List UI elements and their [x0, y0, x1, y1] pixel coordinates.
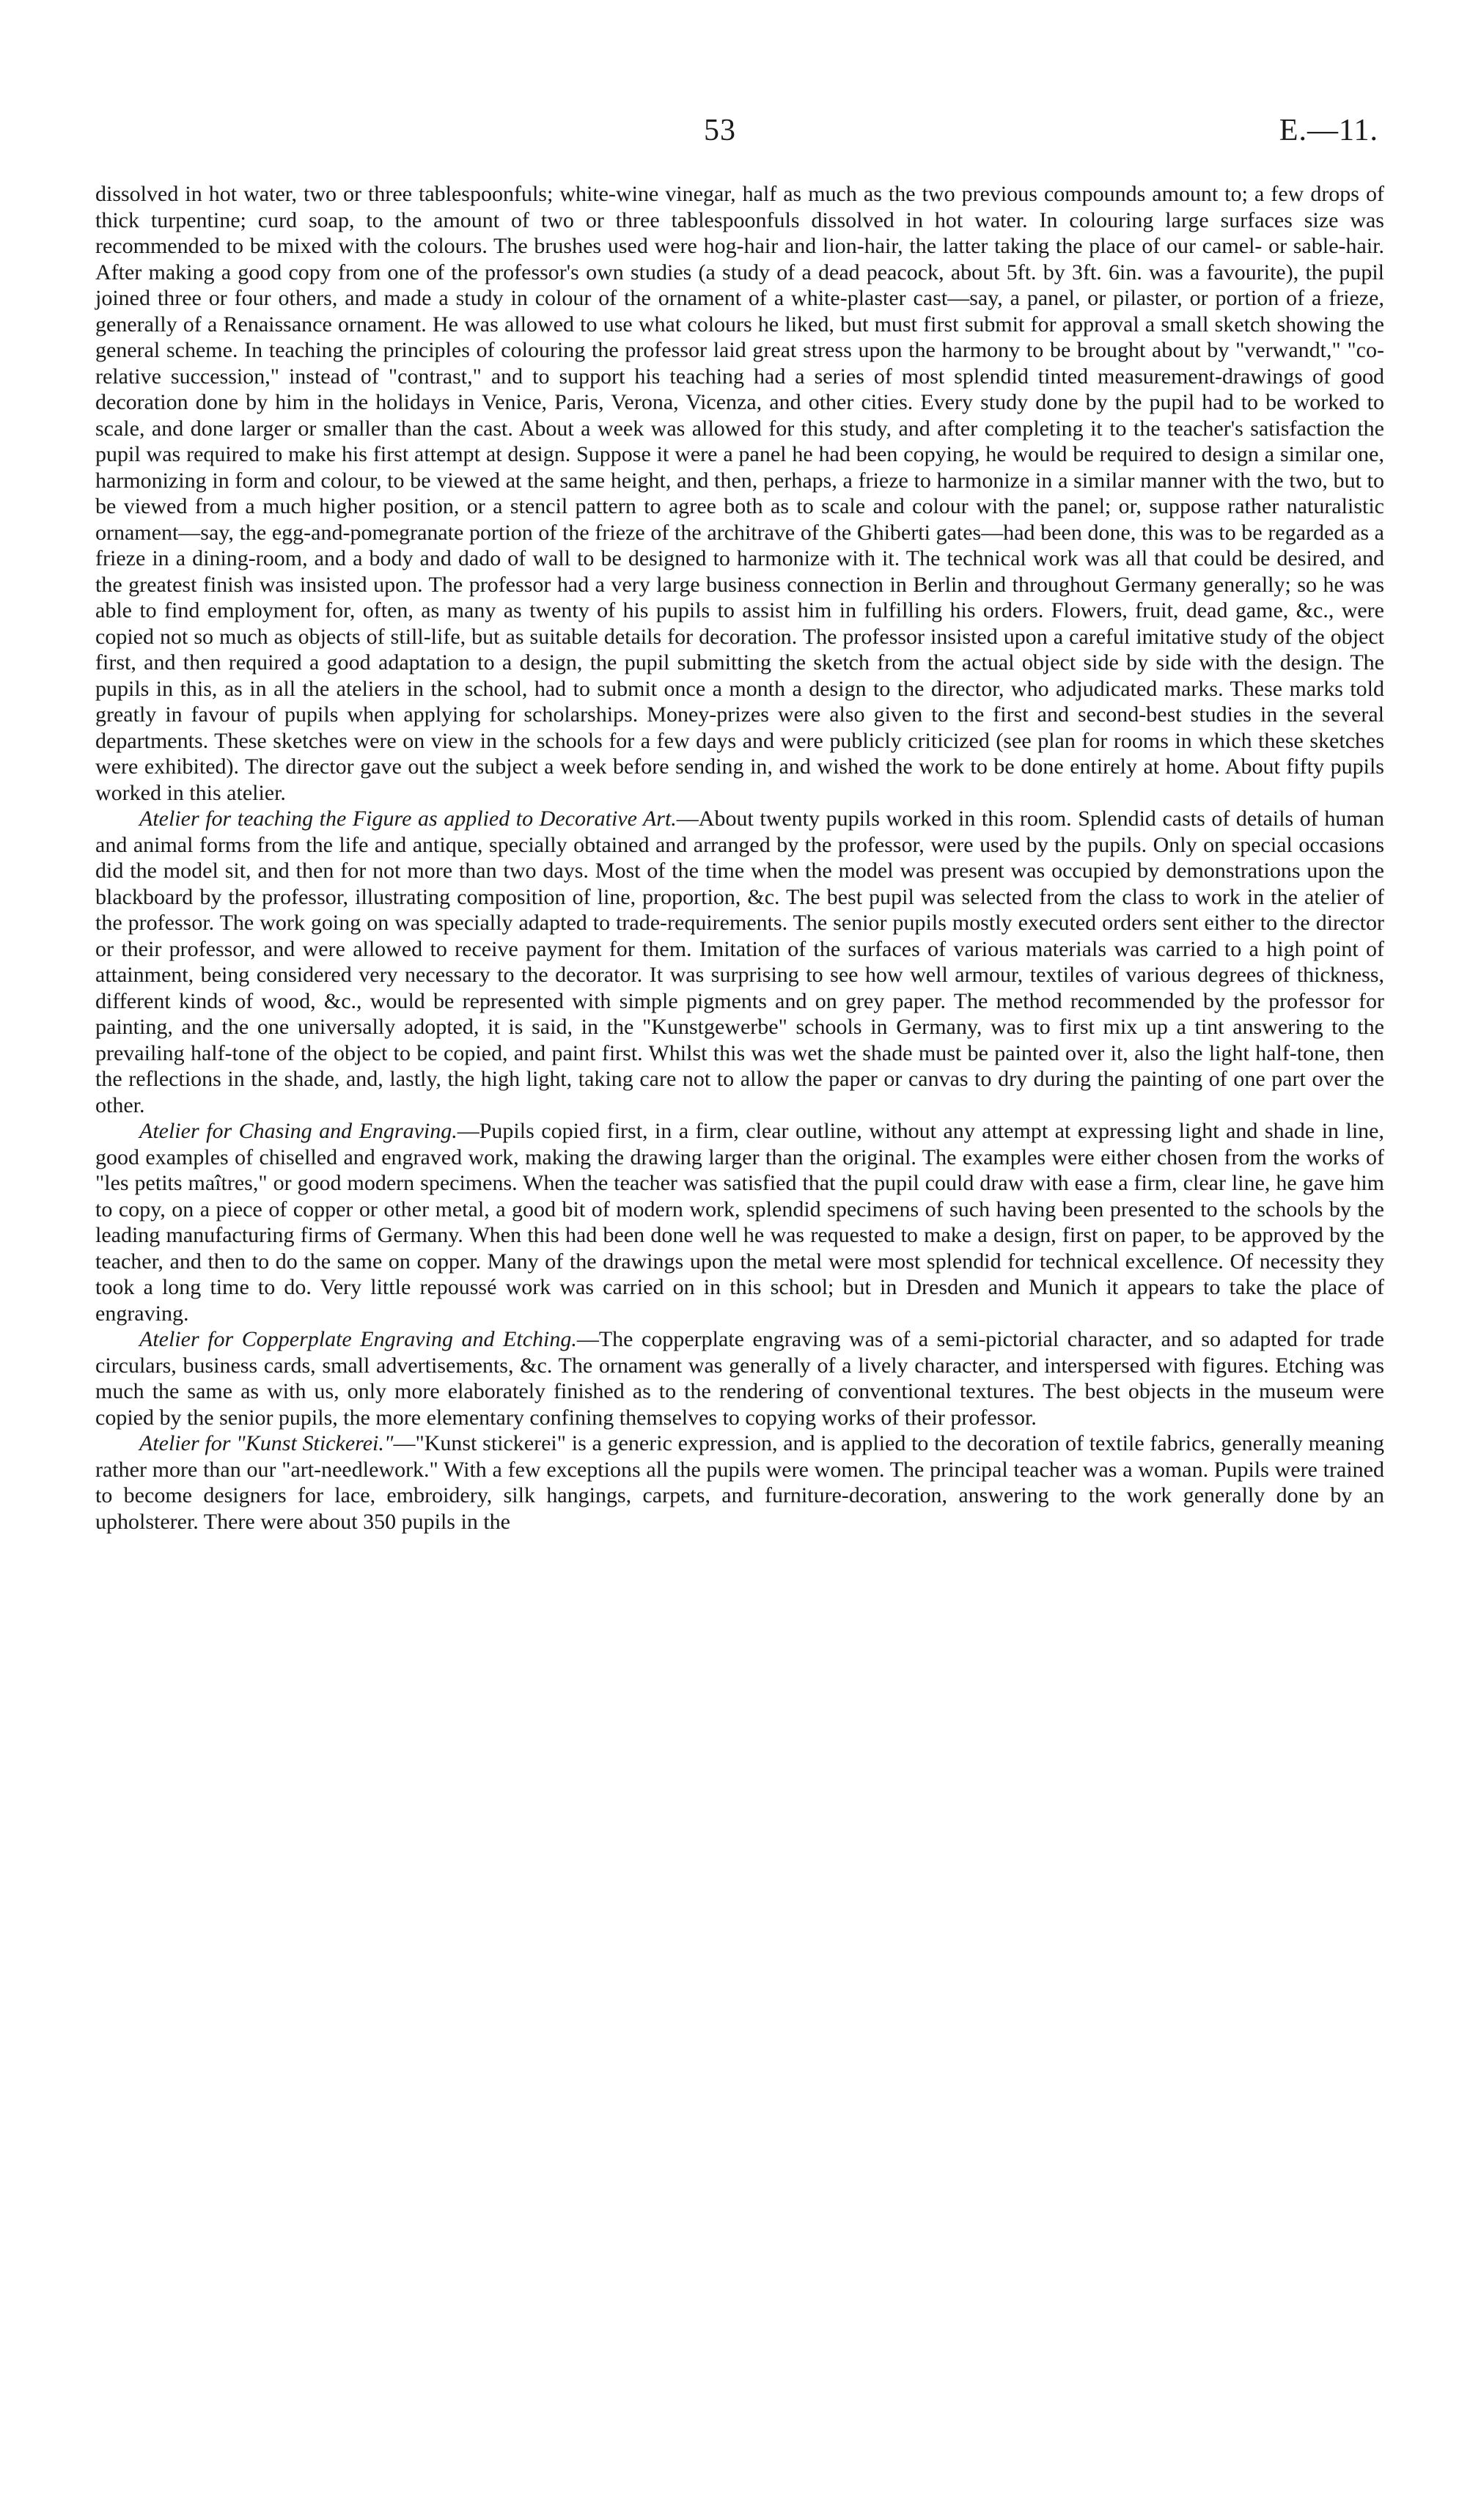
paragraph-figure-atelier — [95, 806, 1384, 1118]
paragraph-chasing-atelier — [95, 1118, 1384, 1326]
paragraph-text: dissolved in hot water, two or three tablespoonfuls; white-wine vinegar, half as much as the two previous compounds amount to; a few drops of thick turpentine; curd soap, to the amount of two or three tablespoonfuls dissolved in hot water. In colouring large surfaces size was recommended to be mixed with the colours. The brushes used were hog-hair and lion-hair, the latter taking the place of our camel- or sable-hair. After making a good copy from one of the professor's own studies (a study of a dead peacock, about 5ft. by 3ft. 6in. was a favourite), the pupil joined three or four others, and made a study in colour of the ornament of a white-plaster cast—say, a panel, or pilaster, or portion of a frieze, generally of a Renaissance ornament. He was allowed to use what colours he liked, but must first submit for approval a small sketch showing the general scheme. In teaching the principles of colouring the professor laid great stress upon the harmony to be brought about by "verwandt," "co-relative succession," instead of "contrast," and to support his teaching had a series of most splendid tinted measurement-drawings of good decoration done by him in the holidays in Venice, Paris, Verona, Vicenza, and other cities. Every study done by the pupil had to be worked to scale, and done larger or smaller than the cast. About a week was allowed for this study, and after completing it to the teacher's satisfaction the pupil was required to make his first attempt at design. Suppose it were a panel he had been copying, he would be required to design a similar one, harmonizing in form and colour, to be viewed at the same height, and then, perhaps, a frieze to harmonize in a similar manner with the two, but to be viewed from a much higher position, or a stencil pattern to agree both as to scale and colour with the panel; or, suppose rather naturalistic ornament—say, the egg-and-pomegranate portion of the frieze of the architrave of the Ghiberti gates—had been done, this was to be regarded as a frieze in a dining-room, and a body and dado of wall to be designed to harmonize with it. The technical work was all that could be desired, and the greatest finish was insisted upon. The professor had a very large business connection in Berlin and throughout Germany generally; so he was able to find employment for, often, as many as twenty of his pupils to assist him in fulfilling his orders. Flowers, fruit, dead game, &c., were copied not so much as objects of still-life, but as suitable details for decoration. The professor insisted upon a careful imitative study of the object first, and then required a good adaptation to a design, the pupil submitting the sketch from the actual object side by side with the design. The pupils in this, as in all the ateliers in the school, had to submit once a month a design to the director, who adjudicated marks. These marks told greatly in favour of pupils when applying for scholarships. Money-prizes were also given to the first and second-best studies in the several departments. These sketches were on view in the schools for a few days and were publicly criticized (see plan for rooms in which these sketches were exhibited). The director gave out the subject a week before sending in, and wished the work to be done entirely at home. About fifty pupils worked in this atelier. — [95, 182, 1384, 805]
paragraph-heading: Atelier for Chasing and Engraving. — [139, 1119, 457, 1143]
paragraph-heading: Atelier for teaching the Figure as applied to Decorative Art. — [139, 807, 677, 831]
paragraph-heading: Atelier for Copperplate Engraving and Etching. — [139, 1327, 577, 1351]
page-header — [0, 113, 1481, 157]
paragraph-stickerei-atelier — [95, 1430, 1384, 1535]
paragraph-text: —"Kunst stickerei" is a generic expression, and is applied to the decoration of textile fabrics, generally meaning rather more than our "art-needlework." With a few exceptions all the pupils were women. The principal teacher was a woman. Pupils were trained to become designers for lace, embroidery, silk hangings, carpets, and furniture-decoration, answering to the work generally done by an upholsterer. There were about 350 pupils in the — [95, 1431, 1384, 1534]
paragraph-text: —About twenty pupils worked in this room. Splendid casts of details of human and animal forms from the life and antique, specially obtained and arranged by the professor, were used by the pupils. Only on special occasions did the model sit, and then for not more than two days. Most of the time when the model was present was occupied by demonstrations upon the blackboard by the professor, illustrating composition of line, proportion, &c. The best pupil was selected from the class to work in the atelier of the professor. The work going on was specially adapted to trade-requirements. The senior pupils mostly executed orders sent either to the director or their professor, and were allowed to receive payment for them. Imitation of the surfaces of various materials was carried to a high point of attainment, being considered very necessary to the decorator. It was surprising to see how well armour, textiles of various degrees of thickness, different kinds of wood, &c., would be represented with simple pigments and on grey paper. The method recommended by the professor for painting, and the one universally adopted, it is said, in the "Kunstgewerbe" schools in Germany, was to first mix up a tint answering to the prevailing half-tone of the object to be copied, and paint first. Whilst this was wet the shade must be painted over it, also the light half-tone, then the reflections in the shade, and, lastly, the high light, taking care not to allow the paper or canvas to dry during the painting of one part over the other. — [95, 807, 1384, 1117]
paragraph-text: —Pupils copied first, in a firm, clear outline, without any attempt at expressing light and shade in line, good examples of chiselled and engraved work, making the drawing larger than the original. The examples were either chosen from the works of "les petits maîtres," or good modern specimens. When the teacher was satisfied that the pupil could draw with ease a firm, clear line, he gave him to copy, on a piece of copper or other metal, a good bit of modern work, splendid specimens of such having been presented to the schools by the leading manufacturing firms of Germany. When this had been done well he was requested to make a design, first on paper, to be approved by the teacher, and then to do the same on copper. Many of the drawings upon the metal were most splendid for technical excellence. Of necessity they took a long time to do. Very little repoussé work was carried on in this school; but in Dresden and Munich it appears to take the place of engraving. — [95, 1119, 1384, 1326]
page-number: 53 — [704, 114, 736, 147]
body-text — [95, 181, 1384, 1535]
report-reference: E.—11. — [1279, 114, 1378, 147]
paragraph-copperplate-atelier — [95, 1326, 1384, 1430]
paragraph-colouring-continued — [95, 181, 1384, 806]
paragraph-heading: Atelier for "Kunst Stickerei." — [139, 1431, 394, 1455]
paragraph-text: —The copperplate engraving was of a semi-pictorial character, and so adapted for trade circulars, business cards, small advertisements, &c. The ornament was generally of a lively character, and interspersed with figures. Etching was much the same as with us, only more elaborately finished as to the rendering of conventional textures. The best objects in the museum were copied by the senior pupils, the more elementary confining themselves to copying works of their professor. — [95, 1327, 1384, 1430]
